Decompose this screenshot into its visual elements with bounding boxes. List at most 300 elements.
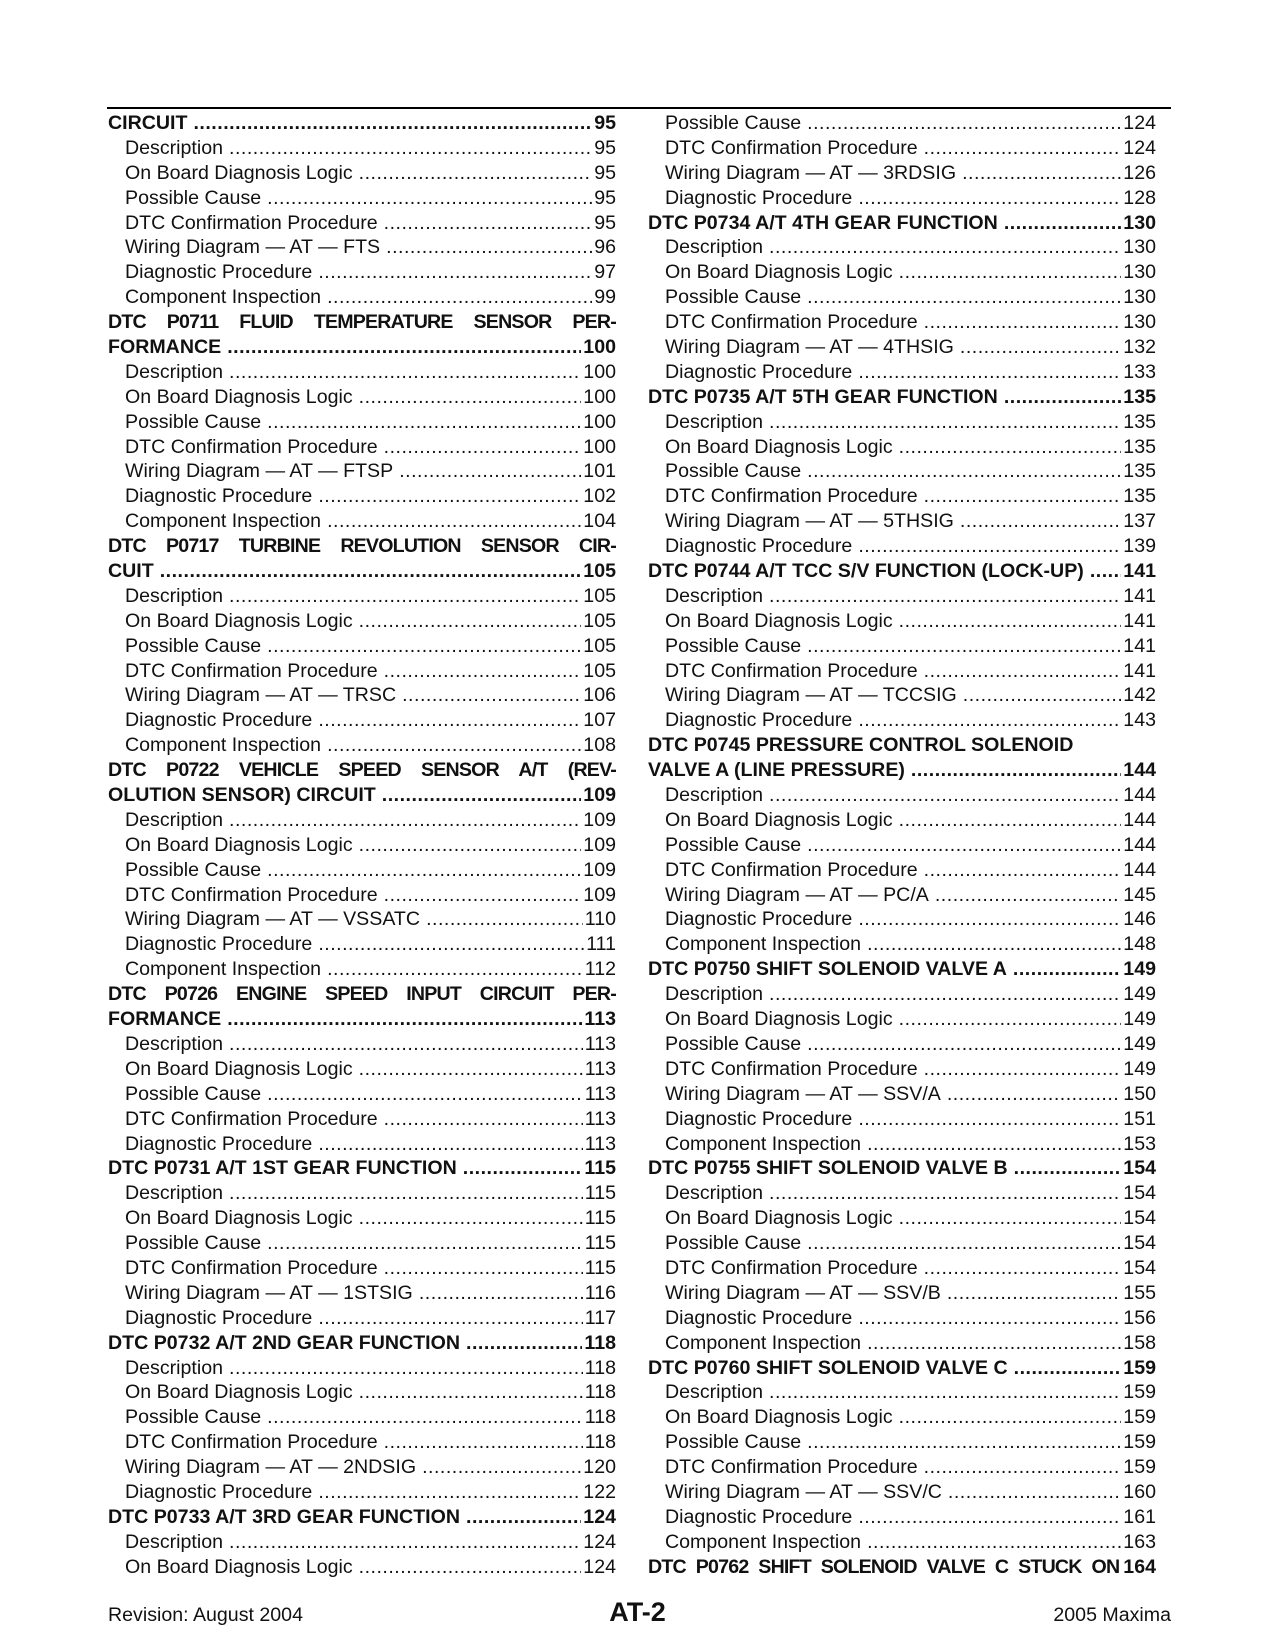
dot-leader [229,1032,583,1057]
dot-leader [318,1132,582,1157]
footer-model: 2005 Maxima [1053,1604,1171,1626]
dot-leader [924,136,1122,161]
toc-entry-title: Diagnostic Procedure [665,360,853,383]
toc-page-number: 150 [1123,1082,1156,1105]
toc-entry-title: Description [665,1381,764,1404]
toc-entry-title: Wiring Diagram — AT — SSV/C [665,1480,942,1503]
dot-leader [466,1505,581,1530]
toc-entry-title: FORMANCE [108,1008,222,1031]
toc-subentry[interactable] [108,1356,616,1381]
toc-subentry[interactable] [648,932,1156,957]
toc-entry-title: Diagnostic Procedure [125,261,313,284]
toc-page-number: 124 [1123,111,1156,134]
dot-leader [899,609,1122,634]
toc-entry-title: VALVE A (LINE PRESSURE) [648,759,905,782]
toc-subentry[interactable] [648,883,1156,908]
toc-page-number: 120 [583,1456,616,1479]
toc-page-number: 117 [584,1306,616,1329]
toc-page-number: 135 [1123,410,1156,433]
toc-page-number: 141 [1123,634,1156,657]
toc-page-number: 113 [584,1107,616,1130]
toc-subentry[interactable] [108,1082,616,1107]
toc-subentry[interactable] [108,1380,616,1405]
toc-subentry[interactable] [108,410,616,435]
toc-entry-title: DTC P0745 PRESSURE CONTROL SOLENOID [648,734,1074,757]
toc-entry-title: Description [125,360,224,383]
dot-leader [769,982,1121,1007]
toc-section-entry[interactable] [108,335,616,360]
toc-subentry[interactable] [108,260,616,285]
toc-entry-title: DTC Confirmation Procedure [125,659,378,682]
toc-page-number: 149 [1123,983,1156,1006]
toc-subentry[interactable] [108,385,616,410]
toc-subentry[interactable] [648,1380,1156,1405]
toc-subentry[interactable] [648,1306,1156,1331]
dot-leader [327,509,581,534]
dot-leader [318,484,581,509]
toc-subentry[interactable] [648,609,1156,634]
toc-subentry[interactable] [108,1206,616,1231]
toc-subentry[interactable] [108,733,616,758]
toc-subentry[interactable] [108,634,616,659]
dot-leader [867,1331,1121,1356]
dot-leader [384,883,582,908]
toc-subentry[interactable] [648,1007,1156,1032]
toc-page-number: 153 [1123,1132,1156,1155]
toc-entry-title: Wiring Diagram — AT — TCCSIG [665,684,957,707]
dot-leader [327,733,581,758]
toc-page-number: 130 [1123,286,1156,309]
dot-leader [947,1281,1121,1306]
toc-subentry[interactable] [648,1405,1156,1430]
toc-subentry[interactable] [648,111,1156,136]
dot-leader [858,534,1121,559]
toc-page-number: 102 [583,485,616,508]
toc-column-left [108,111,616,1580]
toc-page-number: 124 [583,1505,616,1528]
toc-page-number: 99 [594,286,616,309]
toc-subentry[interactable] [108,858,616,883]
toc-entry-title: DTC Confirmation Procedure [125,1431,378,1454]
toc-subentry[interactable] [108,883,616,908]
dot-leader [807,1032,1121,1057]
toc-entry-title: Possible Cause [125,1082,262,1105]
toc-page-number: 141 [1123,609,1156,632]
toc-page-number: 142 [1123,684,1156,707]
toc-entry-title: Component Inspection [125,734,322,757]
toc-subentry[interactable] [648,1181,1156,1206]
dot-leader [867,932,1121,957]
toc-section-entry[interactable] [108,1007,616,1032]
toc-page-number: 132 [1123,336,1156,358]
toc-section-entry[interactable] [108,1331,616,1356]
toc-subentry[interactable] [108,1555,616,1580]
toc-subentry[interactable] [648,285,1156,310]
toc-subentry[interactable] [108,957,616,982]
toc-subentry[interactable] [108,435,616,460]
toc-section-entry[interactable] [108,982,616,1007]
toc-entry-title: Possible Cause [665,1431,802,1454]
toc-page-number: 154 [1123,1207,1156,1230]
toc-entry-title: On Board Diagnosis Logic [125,1381,353,1404]
toc-section-entry[interactable] [648,1356,1156,1381]
toc-subentry[interactable] [648,310,1156,335]
toc-page-number: 108 [583,734,616,757]
toc-page-number: 101 [583,460,616,483]
toc-page-number: 95 [594,161,616,184]
toc-subentry[interactable] [648,1231,1156,1256]
toc-page-number: 156 [1123,1306,1156,1329]
toc-subentry[interactable] [648,435,1156,460]
toc-entry-title: Description [665,584,764,607]
toc-subentry[interactable] [648,1132,1156,1157]
toc-entry-title: Wiring Diagram — AT — SSV/A [665,1082,941,1105]
toc-subentry[interactable] [648,1530,1156,1555]
toc-subentry[interactable] [648,1455,1156,1480]
toc-page-number: 149 [1123,958,1156,981]
toc-page-number: 109 [583,883,616,906]
toc-section-entry[interactable] [648,1555,1156,1580]
toc-entry-title: DTC Confirmation Procedure [665,659,918,682]
toc-section-entry[interactable] [108,783,616,808]
toc-page-number: 135 [1123,435,1156,458]
toc-subentry[interactable] [108,1306,616,1331]
toc-page-number: 109 [583,833,616,856]
toc-subentry[interactable] [648,1256,1156,1281]
dot-leader [422,1455,581,1480]
toc-page-number: 118 [584,1406,616,1429]
toc-entry-title: Description [125,1032,224,1055]
toc-entry-title: DTC Confirmation Procedure [125,1107,378,1130]
dot-leader [386,235,592,260]
toc-subentry[interactable] [108,1530,616,1555]
dot-leader [924,310,1122,335]
toc-page-number: 128 [1123,186,1156,209]
toc-subentry[interactable] [108,1132,616,1157]
toc-page-number: 113 [584,1132,616,1155]
toc-section-entry[interactable] [108,1156,616,1181]
toc-entry-title: Possible Cause [665,286,802,309]
dot-leader [384,435,582,460]
toc-entry-title: On Board Diagnosis Logic [125,609,353,632]
toc-page-number: 154 [1123,1182,1156,1205]
toc-page-number: 105 [583,609,616,632]
toc-entry-title: Component Inspection [125,958,322,981]
toc-subentry[interactable] [108,609,616,634]
toc-page-number: 144 [1123,833,1156,856]
toc-subentry[interactable] [648,161,1156,186]
toc-section-entry[interactable] [648,1156,1156,1181]
toc-entry-title: DTC Confirmation Procedure [125,1256,378,1279]
toc-page-number: 151 [1123,1107,1156,1130]
toc-entry-title: Wiring Diagram — AT — FTS [125,236,381,259]
dot-leader [229,1181,583,1206]
toc-entry-title: On Board Diagnosis Logic [125,161,353,184]
toc-subentry[interactable] [648,136,1156,161]
toc-subentry[interactable] [108,659,616,684]
toc-subentry[interactable] [108,1057,616,1082]
toc-page-number: 141 [1123,560,1156,583]
dot-leader [318,708,581,733]
toc-page-number: 124 [1123,136,1156,159]
toc-subentry[interactable] [648,908,1156,933]
toc-entry-title: Wiring Diagram — AT — PC/A [665,883,929,906]
toc-page-number: 137 [1123,510,1156,533]
dot-leader [867,1132,1121,1157]
dot-leader [229,136,592,161]
toc-page-number: 118 [584,1356,616,1379]
dot-leader [899,435,1122,460]
toc-page-number: 115 [584,1232,616,1255]
toc-entry-title: DTC P0732 A/T 2ND GEAR FUNCTION [108,1331,461,1354]
toc-section-entry[interactable] [108,1505,616,1530]
toc-page-number: 105 [583,560,616,583]
toc-section-entry[interactable] [648,957,1156,982]
toc-subentry[interactable] [648,335,1156,360]
toc-page-number: 124 [583,1530,616,1553]
toc-page-number: 113 [584,1008,616,1031]
dot-leader [807,459,1121,484]
toc-subentry[interactable] [108,186,616,211]
toc-page-number: 100 [583,385,616,408]
toc-subentry[interactable] [108,1181,616,1206]
toc-section-entry[interactable] [108,111,616,136]
toc-column-right [648,111,1156,1580]
toc-entry-title: Possible Cause [125,858,262,881]
toc-page-number: 159 [1123,1356,1156,1379]
toc-entry-title: Diagnostic Procedure [665,1107,853,1130]
toc-subentry[interactable] [108,1107,616,1132]
footer-revision: Revision: August 2004 [108,1604,303,1626]
toc-subentry[interactable] [648,783,1156,808]
toc-subentry[interactable] [648,659,1156,684]
toc-entry-title: Description [125,1530,224,1553]
toc-entry-title: Diagnostic Procedure [665,1505,853,1528]
toc-entry-title: Possible Cause [665,634,802,657]
toc-entry-title: Description [125,808,224,831]
toc-entry-title: Wiring Diagram — AT — 2NDSIG [125,1456,417,1479]
dot-leader [858,1306,1121,1331]
toc-subentry[interactable] [648,235,1156,260]
dot-leader [858,360,1121,385]
dot-leader [769,1380,1121,1405]
toc-entry-title: Possible Cause [125,1232,262,1255]
toc-subentry[interactable] [648,1331,1156,1356]
toc-entry-title: Wiring Diagram — AT — 4THSIG [665,336,954,358]
toc-subentry[interactable] [648,484,1156,509]
toc-subentry[interactable] [108,683,616,708]
toc-page-number: 113 [584,1032,616,1055]
toc-subentry[interactable] [648,1480,1156,1505]
toc-page-number: 163 [1123,1530,1156,1553]
toc-page-number: 118 [584,1431,616,1454]
dot-leader [899,1007,1122,1032]
toc-entry-title: DTC Confirmation Procedure [125,435,378,458]
toc-subentry[interactable] [108,285,616,310]
toc-entry-title: Possible Cause [665,1232,802,1255]
toc-subentry[interactable] [648,708,1156,733]
toc-entry-title: Possible Cause [125,410,262,433]
toc-subentry[interactable] [648,584,1156,609]
dot-leader [399,459,581,484]
toc-entry-title: Wiring Diagram — AT — 5THSIG [665,510,954,533]
dot-leader [807,1231,1121,1256]
dot-leader [948,1480,1121,1505]
dot-leader [267,1405,583,1430]
toc-subentry[interactable] [648,1107,1156,1132]
toc-entry-title: OLUTION SENSOR) CIRCUIT [108,784,376,807]
toc-page-number: 113 [584,1082,616,1105]
dot-leader [899,808,1122,833]
toc-subentry[interactable] [648,833,1156,858]
toc-subentry[interactable] [108,584,616,609]
toc-section-entry[interactable] [108,559,616,584]
dot-leader [359,1206,583,1231]
toc-page-number: 105 [583,659,616,682]
toc-subentry[interactable] [648,1206,1156,1231]
toc-page-number: 130 [1123,236,1156,259]
toc-subentry[interactable] [648,634,1156,659]
dot-leader [769,783,1121,808]
toc-subentry[interactable] [108,360,616,385]
toc-entry-title: Diagnostic Procedure [665,535,853,558]
toc-entry-title: Description [125,584,224,607]
toc-subentry[interactable] [108,808,616,833]
toc-subentry[interactable] [648,186,1156,211]
dot-leader [769,235,1121,260]
toc-page-number: 135 [1123,460,1156,483]
dot-leader [807,634,1121,659]
dot-leader [227,1007,582,1032]
toc-entry-title: Wiring Diagram — AT — SSV/B [665,1281,941,1304]
toc-subentry[interactable] [108,161,616,186]
toc-entry-title: Diagnostic Procedure [665,1306,853,1329]
toc-subentry[interactable] [648,459,1156,484]
dot-leader [426,907,583,932]
toc-subentry[interactable] [108,833,616,858]
toc-entry-title: On Board Diagnosis Logic [665,1207,893,1230]
toc-subentry[interactable] [648,260,1156,285]
toc-section-entry[interactable] [648,559,1156,584]
toc-subentry[interactable] [648,1281,1156,1306]
toc-subentry[interactable] [648,1505,1156,1530]
toc-subentry[interactable] [108,211,616,236]
toc-entry-title: Possible Cause [125,1406,262,1429]
toc-subentry[interactable] [648,808,1156,833]
toc-entry-title: DTC P0744 A/T TCC S/V FUNCTION (LOCK-UP) [648,560,1084,583]
toc-entry-title: On Board Diagnosis Logic [665,435,893,458]
toc-entry-title: DTC Confirmation Procedure [665,858,918,881]
toc-section-entry[interactable] [648,385,1156,410]
toc-page-number: 164 [1123,1555,1156,1578]
toc-entry-title: DTC P0750 SHIFT SOLENOID VALVE A [648,958,1007,981]
toc-subentry[interactable] [108,1032,616,1057]
toc-subentry[interactable] [108,1231,616,1256]
toc-subentry[interactable] [648,1430,1156,1455]
toc-entry-title: Wiring Diagram — AT — FTSP [125,460,394,483]
toc-page-number: 160 [1123,1480,1156,1503]
toc-page-number: 95 [594,136,616,159]
toc-subentry[interactable] [108,1480,616,1505]
toc-subentry[interactable] [648,1082,1156,1107]
toc-page-number: 126 [1123,161,1156,184]
toc-subentry[interactable] [108,235,616,260]
toc-entry-title: On Board Diagnosis Logic [125,1057,353,1080]
toc-entry-title: Diagnostic Procedure [125,1306,313,1329]
dot-leader [769,1181,1121,1206]
toc-entry-title: Diagnostic Procedure [125,709,313,732]
toc-subentry[interactable] [108,1405,616,1430]
toc-entry-title: DTC P0762 SHIFT SOLENOID VALVE C STUCK ON [648,1555,1120,1578]
toc-subentry[interactable] [648,1057,1156,1082]
toc-subentry[interactable] [648,683,1156,708]
dot-leader [807,285,1121,310]
toc-subentry[interactable] [108,1281,616,1306]
toc-subentry[interactable] [648,858,1156,883]
dot-leader [769,410,1121,435]
toc-page-number: 144 [1123,759,1156,782]
toc-subentry[interactable] [108,136,616,161]
toc-entry-title: Description [125,136,224,159]
toc-subentry[interactable] [648,360,1156,385]
toc-section-entry[interactable] [648,211,1156,236]
toc-page-number: 159 [1123,1456,1156,1479]
dot-leader [384,1430,583,1455]
toc-section-entry[interactable] [108,758,616,783]
toc-section-entry[interactable] [648,758,1156,783]
toc-subentry[interactable] [648,410,1156,435]
dot-leader [384,1107,583,1132]
toc-entry-title: DTC P0734 A/T 4TH GEAR FUNCTION [648,211,998,234]
toc-entry-title: On Board Diagnosis Logic [125,1555,353,1578]
toc-subentry[interactable] [108,1455,616,1480]
dot-leader [858,907,1121,932]
toc-page-number: 130 [1123,211,1156,234]
toc-section-entry[interactable] [648,733,1156,758]
toc-subentry[interactable] [108,1256,616,1281]
toc-page-number: 106 [583,684,616,707]
toc-page-number: 135 [1123,385,1156,408]
toc-subentry[interactable] [108,908,616,933]
toc-page-number: 149 [1123,1008,1156,1031]
toc-subentry[interactable] [108,1430,616,1455]
toc-subentry[interactable] [108,932,616,957]
toc-subentry[interactable] [648,509,1156,534]
toc-page-number: 146 [1123,908,1156,931]
toc-section-entry[interactable] [108,534,616,559]
toc-page-number: 115 [584,1256,616,1279]
toc-subentry[interactable] [108,708,616,733]
toc-subentry[interactable] [108,509,616,534]
dot-leader [419,1281,583,1306]
toc-entry-title: Description [665,1182,764,1205]
toc-entry-title: Description [665,236,764,259]
toc-page-number: 154 [1123,1256,1156,1279]
toc-subentry[interactable] [108,459,616,484]
toc-subentry[interactable] [648,1032,1156,1057]
dot-leader [807,1430,1121,1455]
toc-page-number: 109 [583,808,616,831]
toc-subentry[interactable] [108,484,616,509]
toc-page-number: 141 [1123,584,1156,607]
toc-subentry[interactable] [648,982,1156,1007]
toc-section-entry[interactable] [108,310,616,335]
toc-subentry[interactable] [648,534,1156,559]
dot-leader [924,1057,1122,1082]
dot-leader [160,559,582,584]
dot-leader [960,509,1121,534]
toc-entry-title: DTC P0726 ENGINE SPEED INPUT CIRCUIT PER- [108,983,616,1006]
